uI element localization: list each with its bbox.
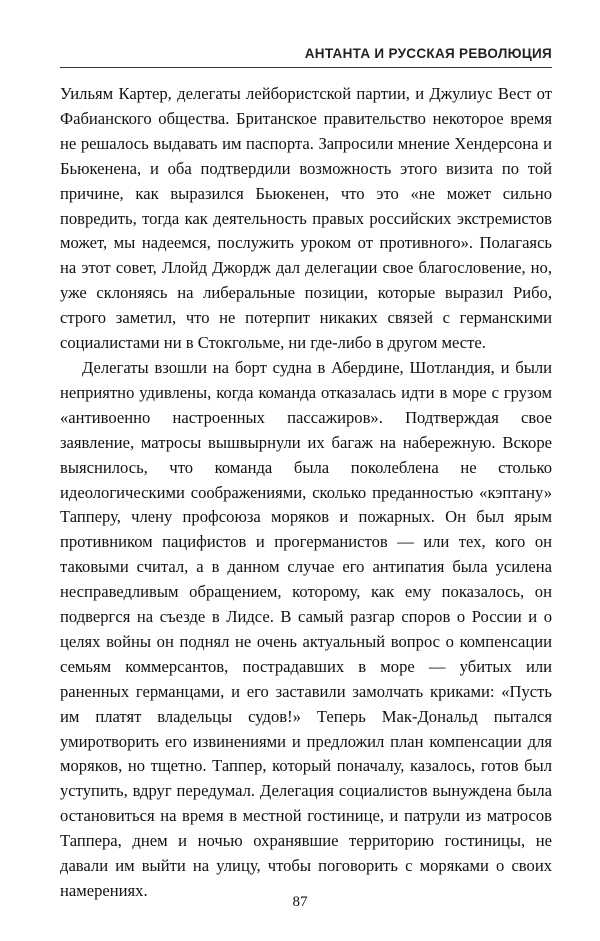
main-text <box>60 82 552 904</box>
paragraph-2: Делегаты взошли на борт судна в Абердине, Шотландия, и были неприятно удивлены, когда команда отказалась идти в море с грузом «антивоенно настроенных пассажиров». Подтверждая свое заявление, матросы вышвырнули их багаж на набережную. Вскоре выяснилось, что команда была поколеблена не столько идеологическими соображениями, сколько преданностью «кэптану» Тапперу, члену профсоюза моряков и пожарных. Он был ярым противником пацифистов и прогерманистов — или тех, кого он таковыми считал, а в данном случае его антипатия была усилена несправедливым обращением, которому, как ему показалось, он подвергся на съезде в Лидсе. В самый разгар споров о России и о целях войны он поднял не очень актуальный вопрос о компенсации семьям коммерсантов, пострадавших в море — убитых или раненных германцами, и его заставили замолчать криками: «Пусть им платят владельцы судов!» Теперь Мак-Дональд пытался умиротворить его извинениями и предложил план компенсации для моряков, но тщетно. Таппер, который поначалу, казалось, готов был уступить, вдруг передумал. Делегация социалистов вынуждена была остановиться на время в местной гостинице, и патрули из матросов Таппера, днем и ночью охранявшие территорию гостиницы, не давали им выйти на улицу, чтобы поговорить с моряками о своих намерениях. <box>60 357 552 900</box>
paragraph-1: Уильям Картер, делегаты лейбористской партии, и Джулиус Вест от Фабианского общества. Британское правительство некоторое время не решалось выдавать им паспорта. Запросили мнение Хендерсона и Бьюкенена, и оба подтвердили возможность этого визита по той причине, как выразился Бьюкенен, что это «не может сильно повредить, тогда как деятельность правых российских экстремистов может, мы надеемся, послужить уроком от противного». Полагаясь на этот совет, Ллойд Джордж дал делегации свое благословение, но, уже склоняясь на либеральные позиции, которые выразил Рибо, строго заметил, что не потерпит никаких связей с германскими социалистами ни в Стокгольме, ни где-либо в другом месте. <box>60 84 552 353</box>
running-header: АНТАНТА И РУССКАЯ РЕВОЛЮЦИЯ <box>60 46 552 68</box>
page-number: 87 <box>292 894 308 910</box>
